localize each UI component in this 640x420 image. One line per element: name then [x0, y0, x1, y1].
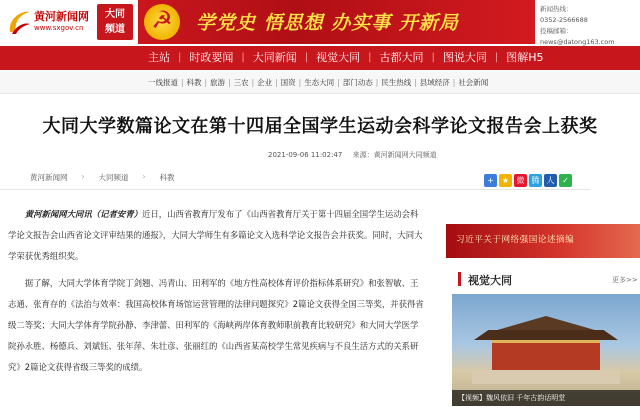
nav-separator: | — [431, 52, 435, 63]
subnav-item[interactable]: 民生热线 — [381, 78, 412, 87]
sidebar-section-title: 视觉大同 — [468, 274, 512, 287]
temple-roof — [488, 316, 604, 330]
subnav-item[interactable]: 社会新闻 — [458, 78, 489, 87]
party-history-banner — [138, 0, 535, 44]
paragraph-text: 据了解，大同大学体育学院丁剑翘、冯青山、田利军的《地方性高校体育评价指标体系研究》和张智敏、王志通、张育存的《法治与效率：我国高校体育场馆运营管理的法律问题探究》2篇论文获得全国三等奖，并获得省级二等奖；大同大学体育学院孙静、李津蕾、田利军的《海峡两岸体育教师职前教育比较研究》和大同大学医学院孙永胜、杨德兵、刘斌钰、张年萍、朱壮彦、张丽红的《山西省某高校学生常见疾病与不良生活方式的关系研究》2篇论文获得省级三等奖的成绩。 — [8, 278, 424, 372]
nav-separator: | — [241, 52, 245, 63]
nav-item-datong-news[interactable]: 大同新闻 — [252, 51, 297, 64]
sub-nav — [0, 72, 640, 94]
breadcrumb-arrow-icon: › — [142, 172, 146, 181]
subnav-separator: | — [337, 78, 340, 87]
share-weibo-icon[interactable]: 微 — [514, 174, 527, 187]
dateline: 黄河新闻网大同讯（记者安青） — [24, 209, 143, 219]
subnav-separator: | — [275, 78, 278, 87]
channel-badge[interactable] — [97, 4, 133, 40]
subnav-item[interactable]: 科教 — [186, 78, 202, 87]
subnav-separator: | — [181, 78, 184, 87]
sidebar-section-header — [456, 270, 640, 290]
article-date: 2021-09-06 11:02:47 — [268, 151, 343, 159]
article-paragraph — [8, 204, 424, 267]
temple-hall — [492, 340, 600, 370]
breadcrumb — [30, 172, 175, 183]
share-qzone-icon[interactable]: ★ — [499, 174, 512, 187]
site-header — [0, 0, 640, 44]
subnav-separator: | — [204, 78, 208, 87]
article-title: 大同大学数篇论文在第十四届全国学生运动会科学论文报告会上获奖 — [42, 116, 598, 137]
paragraph-text: 近日，山西省教育厅发布了《山西省教育厅关于第十四届全国学生运动会科学论文报告会山西省论文评审结果的通报》，大同大学师生有多篇论文入选科学论文报告会并获奖。同时，大同大学荣获优秀组织奖。 — [8, 209, 423, 261]
subnav-separator: | — [452, 78, 456, 87]
logo-name: 黄河新闻网 — [34, 10, 89, 23]
nav-item-ancient-capital[interactable]: 古都大同 — [379, 51, 424, 64]
sidebar-featured-photo[interactable] — [452, 294, 640, 406]
subnav-item[interactable]: 企业 — [257, 78, 273, 87]
photo-caption: 【视频】魏风依旧 千年古韵话明堂 — [452, 390, 640, 406]
subnav-item[interactable]: 一线报道 — [148, 78, 178, 87]
subnav-separator: | — [414, 78, 417, 87]
contact-line: 0352-2566688 — [540, 16, 588, 24]
contact-line: 投稿邮箱： — [540, 27, 573, 35]
temple-eave — [474, 330, 618, 340]
article-body — [8, 204, 424, 384]
article-paragraph — [8, 273, 424, 378]
breadcrumb-item[interactable]: 黄河新闻网 — [30, 173, 68, 182]
contact-info — [540, 4, 638, 46]
share-plus-icon[interactable]: + — [484, 174, 497, 187]
party-emblem-icon — [144, 4, 180, 40]
nav-item-visual-datong[interactable]: 视觉大同 — [316, 51, 361, 64]
share-tencent-icon[interactable]: 腾 — [529, 174, 542, 187]
share-bar — [484, 174, 572, 187]
nav-item-politics[interactable]: 时政要闻 — [189, 51, 234, 64]
nav-item-h5[interactable]: 图解H5 — [506, 51, 544, 64]
contact-line: news@datong163.com — [540, 38, 615, 46]
subnav-separator: | — [298, 78, 302, 87]
nav-separator: | — [178, 52, 182, 63]
logo-swirl-icon — [6, 6, 32, 36]
article-source: 来源：黄河新闻网大同频道 — [352, 151, 437, 159]
share-wechat-icon[interactable]: ✓ — [559, 174, 572, 187]
more-link[interactable]: 更多>> — [612, 276, 638, 284]
contact-line: 新闻热线： — [540, 5, 573, 13]
subnav-separator: | — [251, 78, 255, 87]
nav-separator: | — [494, 52, 499, 63]
subnav-item[interactable]: 国资 — [280, 78, 296, 87]
nav-separator: | — [368, 52, 372, 63]
share-renren-icon[interactable]: 人 — [544, 174, 557, 187]
nav-item-pictures[interactable]: 图说大同 — [442, 51, 487, 64]
breadcrumb-item[interactable]: 大同频道 — [98, 173, 129, 182]
subnav-item[interactable]: 旅游 — [210, 78, 226, 87]
subnav-item[interactable]: 生态大同 — [304, 78, 335, 87]
subnav-item[interactable]: 三农 — [233, 78, 249, 87]
channel-badge-line1: 大同 — [105, 9, 125, 20]
sidebar-promo-banner[interactable] — [446, 224, 640, 258]
temple-base — [472, 370, 620, 384]
sidebar-banner-text: 习近平关于网络强国论述摘编 — [456, 235, 575, 245]
subnav-separator: | — [228, 78, 231, 87]
section-accent-bar — [458, 272, 461, 286]
article-meta — [268, 150, 445, 160]
main-nav — [0, 46, 640, 70]
breadcrumb-item[interactable]: 科教 — [159, 173, 175, 182]
site-logo[interactable] — [6, 4, 90, 40]
logo-url: www.sxgov.cn — [34, 24, 84, 32]
nav-item-home[interactable]: 主站 — [148, 51, 170, 64]
channel-badge-line2: 频道 — [105, 24, 125, 35]
subnav-separator: | — [375, 78, 379, 87]
breadcrumb-arrow-icon: › — [81, 172, 85, 181]
banner-slogan: 学党史 悟思想 办实事 开新局 — [196, 12, 459, 34]
subnav-item[interactable]: 部门动态 — [342, 78, 373, 87]
nav-separator: | — [304, 52, 309, 63]
subnav-item[interactable]: 县域经济 — [419, 78, 450, 87]
